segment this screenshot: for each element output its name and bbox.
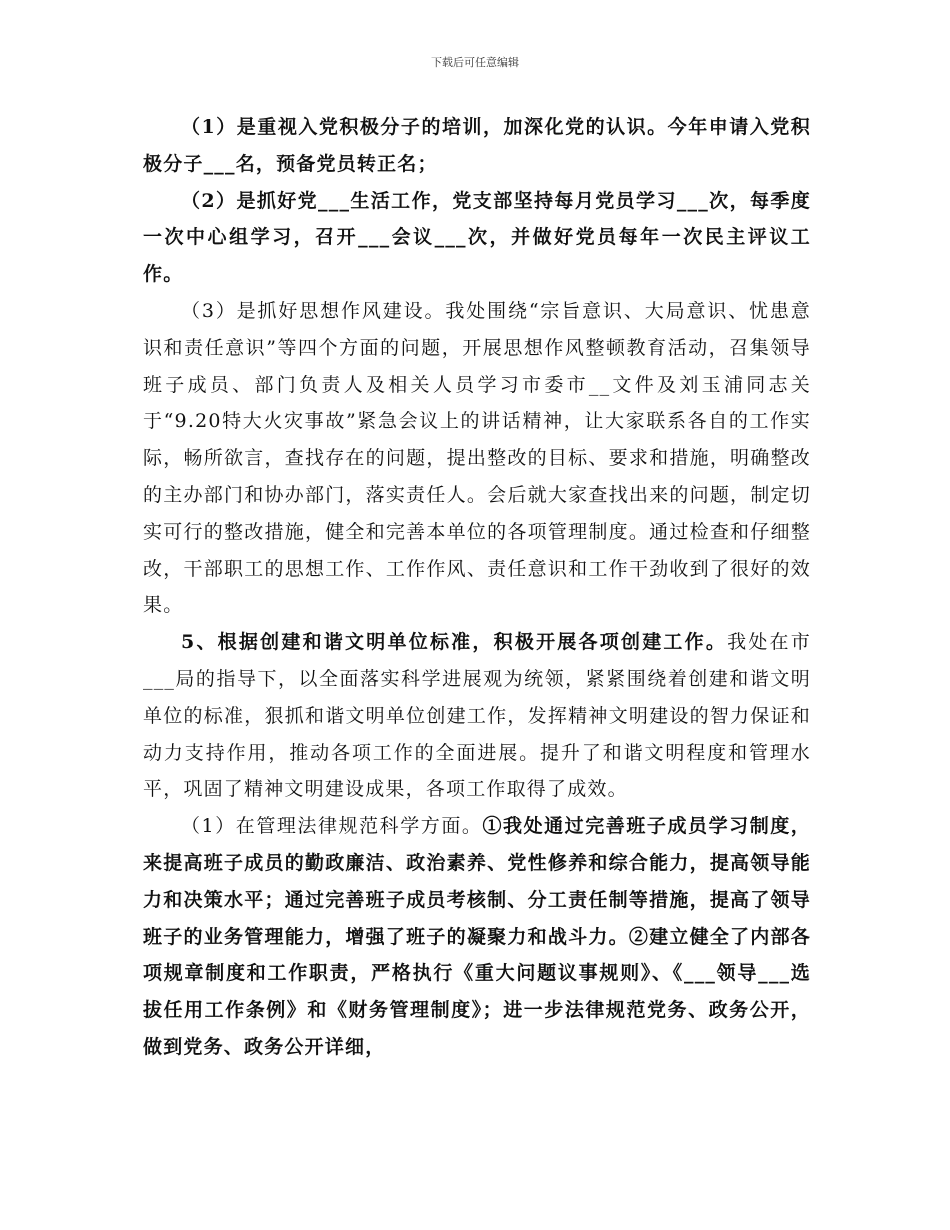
paragraph-5 — [143, 808, 811, 1066]
paragraph-4 — [143, 624, 811, 808]
paragraph-1-bold-text: （1）是重视入党积极分子的培训，加深化党的认识。今年申请入党积极分子___名，预备党员转正名； — [143, 116, 811, 175]
paragraph-2-bold-text: （2）是抓好党___生活工作，党支部坚持每月党员学习___次，每季度一次中心组学习，召开___会议___次，并做好党员每年一次民主评议工作。 — [143, 189, 811, 286]
document-body — [143, 109, 811, 1066]
paragraph-3-text: （3）是抓好思想作风建设。我处围绕“宗旨意识、大局意识、忧患意识和责任意识”等四个方面的问题，开展思想作风整顿教育活动，召集领导班子成员、部门负责人及相关人员学习市委市__文件及刘玉浦同志关于“9.20特大火灾事故”紧急会议上的讲话精神，让大家联系各自的工作实际，畅所欲言，查找存在的问题，提出整改的目标、要求和措施，明确整改的主办部门和协办部门，落实责任人。会后就大家查找出来的问题，制定切实可行的整改措施，健全和完善本单位的各项管理制度。通过检查和仔细整改，干部职工的思想工作、工作作风、责任意识和工作干劲收到了很好的效果。 — [143, 299, 811, 617]
paragraph-5-bold-text: ①我处通过完善班子成员学习制度，来提高班子成员的勤政廉洁、政治素养、党性修养和综合能力，提高领导能力和决策水平；通过完善班子成员考核制、分工责任制等措施，提高了领导班子的业务管理能力，增强了班子的凝聚力和战斗力。②建立健全了内部各项规章制度和工作职责，严格执行《重大问题议事规则》、《___领导___选拔任用工作条例》和《财务管理制度》；进一步法律规范党务、政务公开，做到党务、政务公开详细， — [143, 815, 812, 1058]
paragraph-4-text: 我处在市___局的指导下，以全面落实科学进展观为统领，紧紧围绕着创建和谐文明单位的标准，狠抓和谐文明单位创建工作，发挥精神文明建设的智力保证和动力支持作用，推动各项工作的全面进展。提升了和谐文明程度和管理水平，巩固了精神文明建设成果，各项工作取得了成效。 — [143, 631, 811, 801]
paragraph-5-lead: （1）在管理法律规范科学方面。 — [181, 815, 483, 838]
paragraph-3 — [143, 293, 811, 624]
paragraph-4-heading: 5、根据创建和谐文明单位标准，积极开展各项创建工作。 — [181, 631, 728, 654]
paragraph-2 — [143, 183, 811, 293]
paragraph-1 — [143, 109, 811, 183]
page-header-note: 下载后可任意编辑 — [431, 56, 519, 69]
